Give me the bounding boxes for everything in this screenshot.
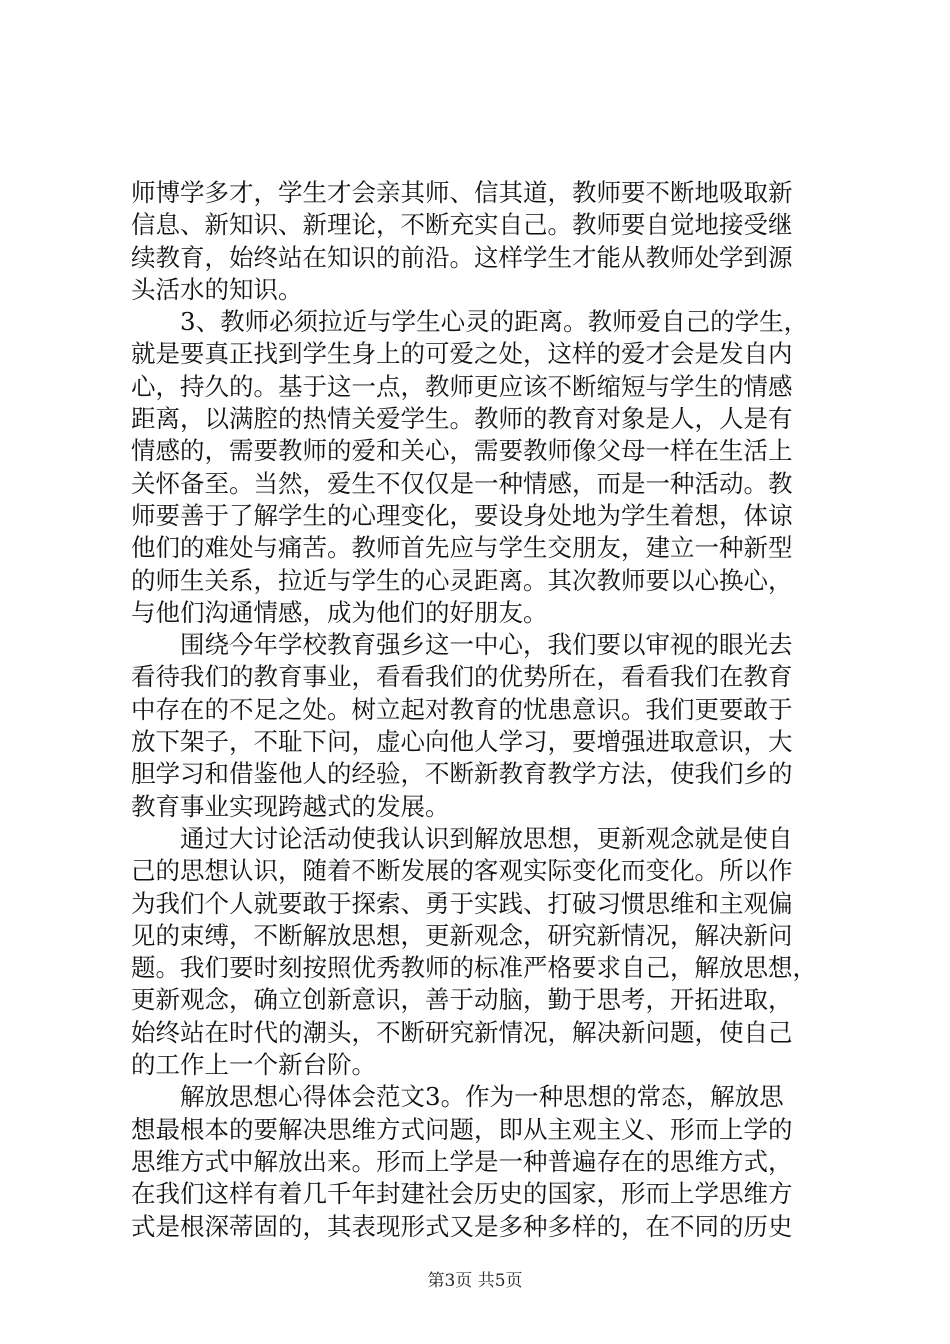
text-line: 中存在的不足之处。树立起对教育的忧患意识。我们更要敢于 bbox=[131, 694, 793, 724]
text-line: 想最根本的要解决思维方式问题，即从主观主义、形而上学的 bbox=[131, 1114, 793, 1144]
text-line: 心，持久的。基于这一点，教师更应该不断缩短与学生的情感 bbox=[131, 371, 793, 401]
text-line: 看待我们的教育事业，看看我们的优势所在，看看我们在教育 bbox=[131, 662, 793, 692]
text-line: 头活水的知识。 bbox=[131, 274, 303, 304]
text-line: 思维方式中解放出来。形而上学是一种普遍存在的思维方式， bbox=[131, 1146, 793, 1176]
text-line: 式是根深蒂固的，其表现形式又是多种多样的，在不同的历史 bbox=[131, 1211, 793, 1241]
text-line: 始终站在时代的潮头，不断研究新情况，解决新问题，使自己 bbox=[131, 1017, 793, 1047]
text-line: 在我们这样有着几千年封建社会历史的国家，形而上学思维方 bbox=[131, 1179, 793, 1209]
text-line: 的师生关系，拉近与学生的心灵距离。其次教师要以心换心， bbox=[131, 565, 793, 595]
text-line: 情感的，需要教师的爱和关心，需要教师像父母一样在生活上 bbox=[131, 436, 793, 466]
text-line: 3、教师必须拉近与学生心灵的距离。教师爱自己的学生， bbox=[131, 307, 809, 337]
text-line: 师要善于了解学生的心理变化，要设身处地为学生着想，体谅 bbox=[131, 500, 793, 530]
text-line: 信息、新知识、新理论，不断充实自己。教师要自觉地接受继 bbox=[131, 210, 793, 240]
text-line: 胆学习和借鉴他人的经验，不断新教育教学方法，使我们乡的 bbox=[131, 759, 793, 789]
text-line: 关怀备至。当然，爱生不仅仅是一种情感，而是一种活动。教 bbox=[131, 468, 793, 498]
text-line: 与他们沟通情感，成为他们的好朋友。 bbox=[131, 597, 548, 627]
text-line: 更新观念，确立创新意识，善于动脑，勤于思考，开拓进取， bbox=[131, 985, 793, 1015]
text-line: 通过大讨论活动使我认识到解放思想，更新观念就是使自 bbox=[131, 823, 793, 853]
text-line: 的工作上一个新台阶。 bbox=[131, 1050, 376, 1080]
text-line: 为我们个人就要敢于探索、勇于实践、打破习惯思维和主观偏 bbox=[131, 888, 793, 918]
text-line: 教育事业实现跨越式的发展。 bbox=[131, 791, 450, 821]
text-line: 见的束缚，不断解放思想，更新观念，研究新情况，解决新问 bbox=[131, 920, 793, 950]
text-line: 题。我们要时刻按照优秀教师的标准严格要求自己，解放思想， bbox=[131, 953, 817, 983]
text-line: 他们的难处与痛苦。教师首先应与学生交朋友，建立一种新型 bbox=[131, 533, 793, 563]
document-body bbox=[131, 177, 831, 1243]
page-footer: 第3页 共5页 bbox=[427, 1271, 523, 1291]
text-line: 师博学多才，学生才会亲其师、信其道，教师要不断地吸取新 bbox=[131, 178, 793, 207]
text-line: 解放思想心得体会范文3。作为一种思想的常态，解放思 bbox=[131, 1082, 784, 1112]
text-line: 续教育，始终站在知识的前沿。这样学生才能从教师处学到源 bbox=[131, 242, 793, 272]
text-line: 放下架子，不耻下问，虚心向他人学习，要增强进取意识，大 bbox=[131, 727, 793, 757]
text-line: 距离，以满腔的热情关爱学生。教师的教育对象是人，人是有 bbox=[131, 404, 793, 434]
text-line: 围绕今年学校教育强乡这一中心，我们要以审视的眼光去 bbox=[131, 630, 793, 660]
text-line: 己的思想认识，随着不断发展的客观实际变化而变化。所以作 bbox=[131, 856, 793, 886]
text-line: 就是要真正找到学生身上的可爱之处，这样的爱才会是发自内 bbox=[131, 339, 793, 369]
